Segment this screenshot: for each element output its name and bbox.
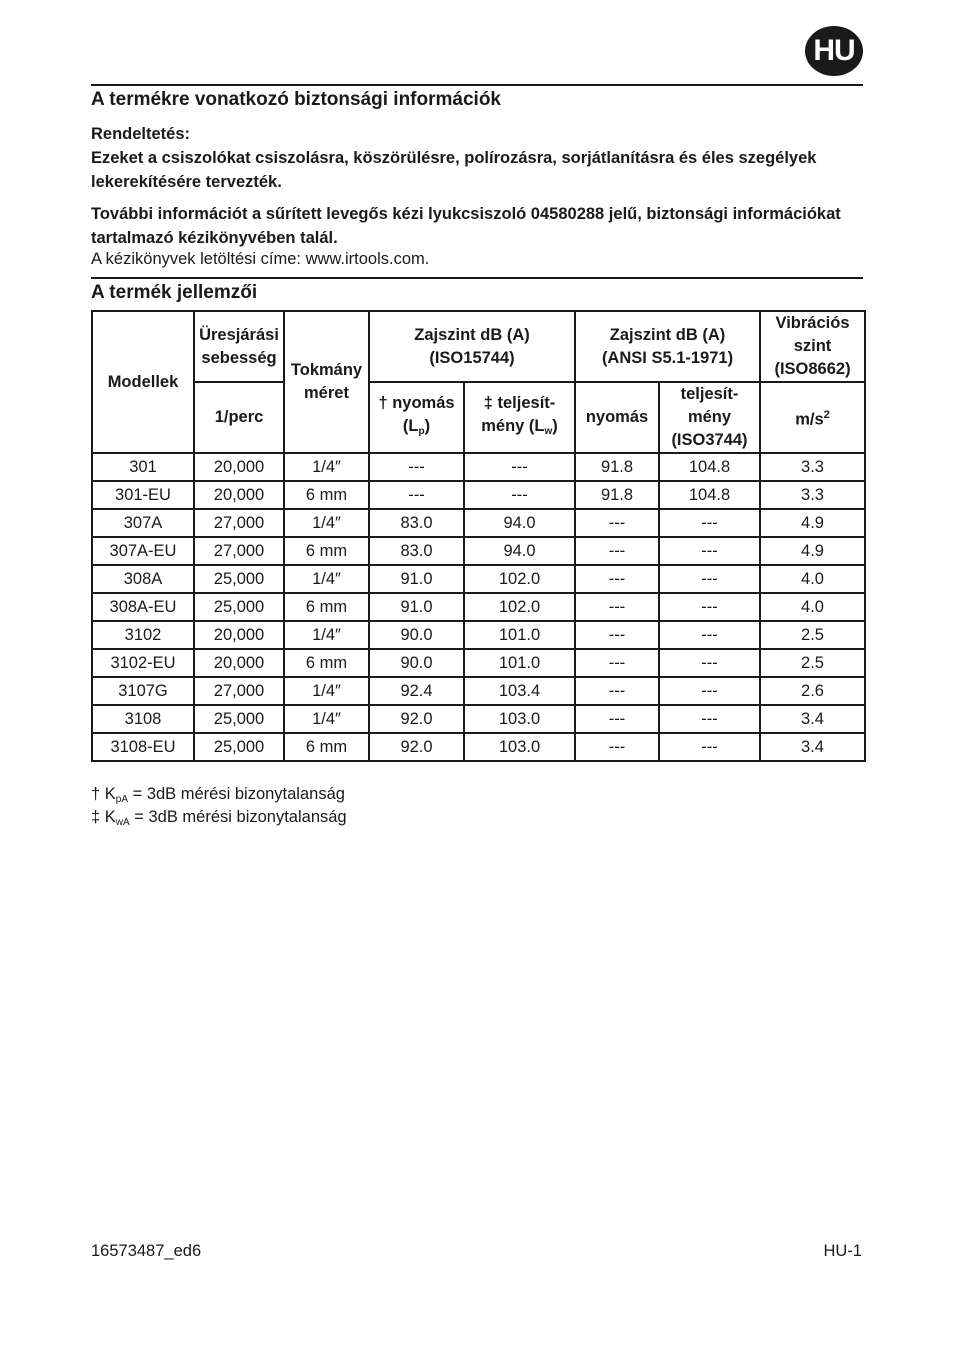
table-cell: 90.0 [369, 621, 464, 649]
table-cell: 83.0 [369, 537, 464, 565]
table-cell: 6 mm [284, 593, 369, 621]
table-cell: 3.4 [760, 733, 865, 761]
table-cell: --- [659, 565, 760, 593]
table-cell: 307A-EU [92, 537, 194, 565]
header-noise-iso15744: Zajszint dB (A) (ISO15744) [369, 311, 575, 382]
table-row [92, 621, 865, 649]
table-cell: 2.6 [760, 677, 865, 705]
table-cell: 1/4″ [284, 621, 369, 649]
table-cell: 4.9 [760, 509, 865, 537]
table-cell: --- [659, 677, 760, 705]
table-cell: 3.4 [760, 705, 865, 733]
table-cell: 104.8 [659, 481, 760, 509]
table-cell: 94.0 [464, 537, 575, 565]
table-cell: --- [575, 621, 659, 649]
table-cell: --- [369, 481, 464, 509]
table-cell: 91.8 [575, 453, 659, 481]
table-cell: --- [575, 677, 659, 705]
table-cell: 1/4″ [284, 705, 369, 733]
table-row [92, 481, 865, 509]
table-cell: --- [575, 649, 659, 677]
table-cell: 94.0 [464, 509, 575, 537]
table-cell: 3108 [92, 705, 194, 733]
header-pressure: † nyomás $(L_p)$ [369, 382, 464, 453]
table-cell: 308A-EU [92, 593, 194, 621]
language-badge: HU [805, 26, 863, 76]
table-cell: --- [659, 649, 760, 677]
table-cell: --- [575, 509, 659, 537]
table-cell: 20,000 [194, 621, 284, 649]
table-cell: 3107G [92, 677, 194, 705]
table-cell: 103.0 [464, 733, 575, 761]
table-cell: 25,000 [194, 733, 284, 761]
table-cell: 6 mm [284, 481, 369, 509]
table-cell: --- [659, 733, 760, 761]
specs-table [91, 310, 866, 762]
table-cell: 301-EU [92, 481, 194, 509]
table-cell: 101.0 [464, 621, 575, 649]
table-cell: --- [659, 537, 760, 565]
table-row [92, 733, 865, 761]
table-cell: 101.0 [464, 649, 575, 677]
table-cell: 92.4 [369, 677, 464, 705]
table-cell: --- [575, 705, 659, 733]
table-cell: 3102 [92, 621, 194, 649]
table-cell: 25,000 [194, 565, 284, 593]
table-cell: 91.0 [369, 593, 464, 621]
table-cell: 103.0 [464, 705, 575, 733]
header-ansi-pressure: nyomás [575, 382, 659, 453]
table-cell: 4.0 [760, 593, 865, 621]
table-row [92, 677, 865, 705]
table-cell: 1/4″ [284, 453, 369, 481]
table-cell: --- [659, 705, 760, 733]
table-cell: 91.0 [369, 565, 464, 593]
table-cell: 2.5 [760, 621, 865, 649]
table-cell: 92.0 [369, 705, 464, 733]
footnote-power: ‡ $K_{wA} = 3dB$ mérési bizonytalanság [91, 808, 347, 828]
table-row [92, 509, 865, 537]
table-cell: 20,000 [194, 649, 284, 677]
top-rule [91, 84, 863, 86]
table-cell: --- [575, 565, 659, 593]
table-row [92, 537, 865, 565]
table-cell: 27,000 [194, 537, 284, 565]
table-cell: 1/4″ [284, 509, 369, 537]
page-number: HU-1 [823, 1242, 862, 1260]
table-row [92, 705, 865, 733]
table-cell: 307A [92, 509, 194, 537]
table-cell: --- [464, 453, 575, 481]
table-cell: 102.0 [464, 565, 575, 593]
header-ansi-power: teljesít- mény (ISO3744) [659, 382, 760, 453]
table-cell: 2.5 [760, 649, 865, 677]
table-cell: 4.0 [760, 565, 865, 593]
table-cell: --- [659, 509, 760, 537]
table-cell: 27,000 [194, 509, 284, 537]
table-row [92, 453, 865, 481]
table-cell: --- [575, 733, 659, 761]
table-cell: 308A [92, 565, 194, 593]
table-cell: 102.0 [464, 593, 575, 621]
specs-title: A termék jellemzői [91, 282, 258, 303]
header-vib-unit: $m/s^2$ [760, 382, 865, 453]
table-cell: 3102-EU [92, 649, 194, 677]
header-chuck-size: Tokmány méret [284, 311, 369, 453]
table-cell: 104.8 [659, 453, 760, 481]
table-cell: 25,000 [194, 593, 284, 621]
header-models: Modellek [92, 311, 194, 453]
table-cell: 1/4″ [284, 677, 369, 705]
table-cell: 20,000 [194, 481, 284, 509]
section-rule [91, 277, 863, 279]
table-cell: 90.0 [369, 649, 464, 677]
header-power: ‡ teljesít- mény $(L_w)$ [464, 382, 575, 453]
table-cell: --- [369, 453, 464, 481]
table-cell: 83.0 [369, 509, 464, 537]
document-id: 16573487_ed6 [91, 1242, 202, 1260]
table-cell: 20,000 [194, 453, 284, 481]
more-info-text: További információt a sűrített levegős kézi lyukcsiszoló 04580288 jelű, biztonsági információkat tartalmazó kézikönyvében talál. [91, 205, 841, 247]
table-row [92, 649, 865, 677]
table-cell: --- [464, 481, 575, 509]
table-cell: --- [659, 621, 760, 649]
table-cell: --- [575, 537, 659, 565]
table-cell: 6 mm [284, 649, 369, 677]
table-cell: 6 mm [284, 537, 369, 565]
table-cell: 1/4″ [284, 565, 369, 593]
header-noise-ansi: Zajszint dB (A) (ANSI S5.1-1971) [575, 311, 760, 382]
footnote-pressure: † $K_{pA} = 3dB$ mérési bizonytalanság [91, 785, 345, 805]
specs-table-body [92, 453, 865, 761]
purpose-text: Ezeket a csiszolókat csiszolásra, köszörülésre, polírozásra, sorjátlanításra és éles szegélyek lekerekítésére tervezték. [91, 149, 817, 191]
table-cell: 25,000 [194, 705, 284, 733]
table-cell: 27,000 [194, 677, 284, 705]
table-cell: 92.0 [369, 733, 464, 761]
table-cell: 3.3 [760, 481, 865, 509]
header-idle-speed: Üresjárási sebesség [194, 311, 284, 382]
header-speed-unit: 1/perc [194, 382, 284, 453]
table-cell: 3108-EU [92, 733, 194, 761]
table-cell: 103.4 [464, 677, 575, 705]
table-cell: --- [575, 593, 659, 621]
purpose-label: Rendeltetés: [91, 125, 191, 143]
table-cell: 6 mm [284, 733, 369, 761]
header-vibration: Vibrációs szint (ISO8662) [760, 311, 865, 382]
table-cell: 3.3 [760, 453, 865, 481]
download-text: A kézikönyvek letöltési címe: www.irtools.com. [91, 250, 430, 268]
table-cell: 301 [92, 453, 194, 481]
table-row [92, 593, 865, 621]
table-cell: 4.9 [760, 537, 865, 565]
table-cell: 91.8 [575, 481, 659, 509]
safety-title: A termékre vonatkozó biztonsági információk [91, 89, 501, 110]
table-row [92, 565, 865, 593]
table-cell: --- [659, 593, 760, 621]
